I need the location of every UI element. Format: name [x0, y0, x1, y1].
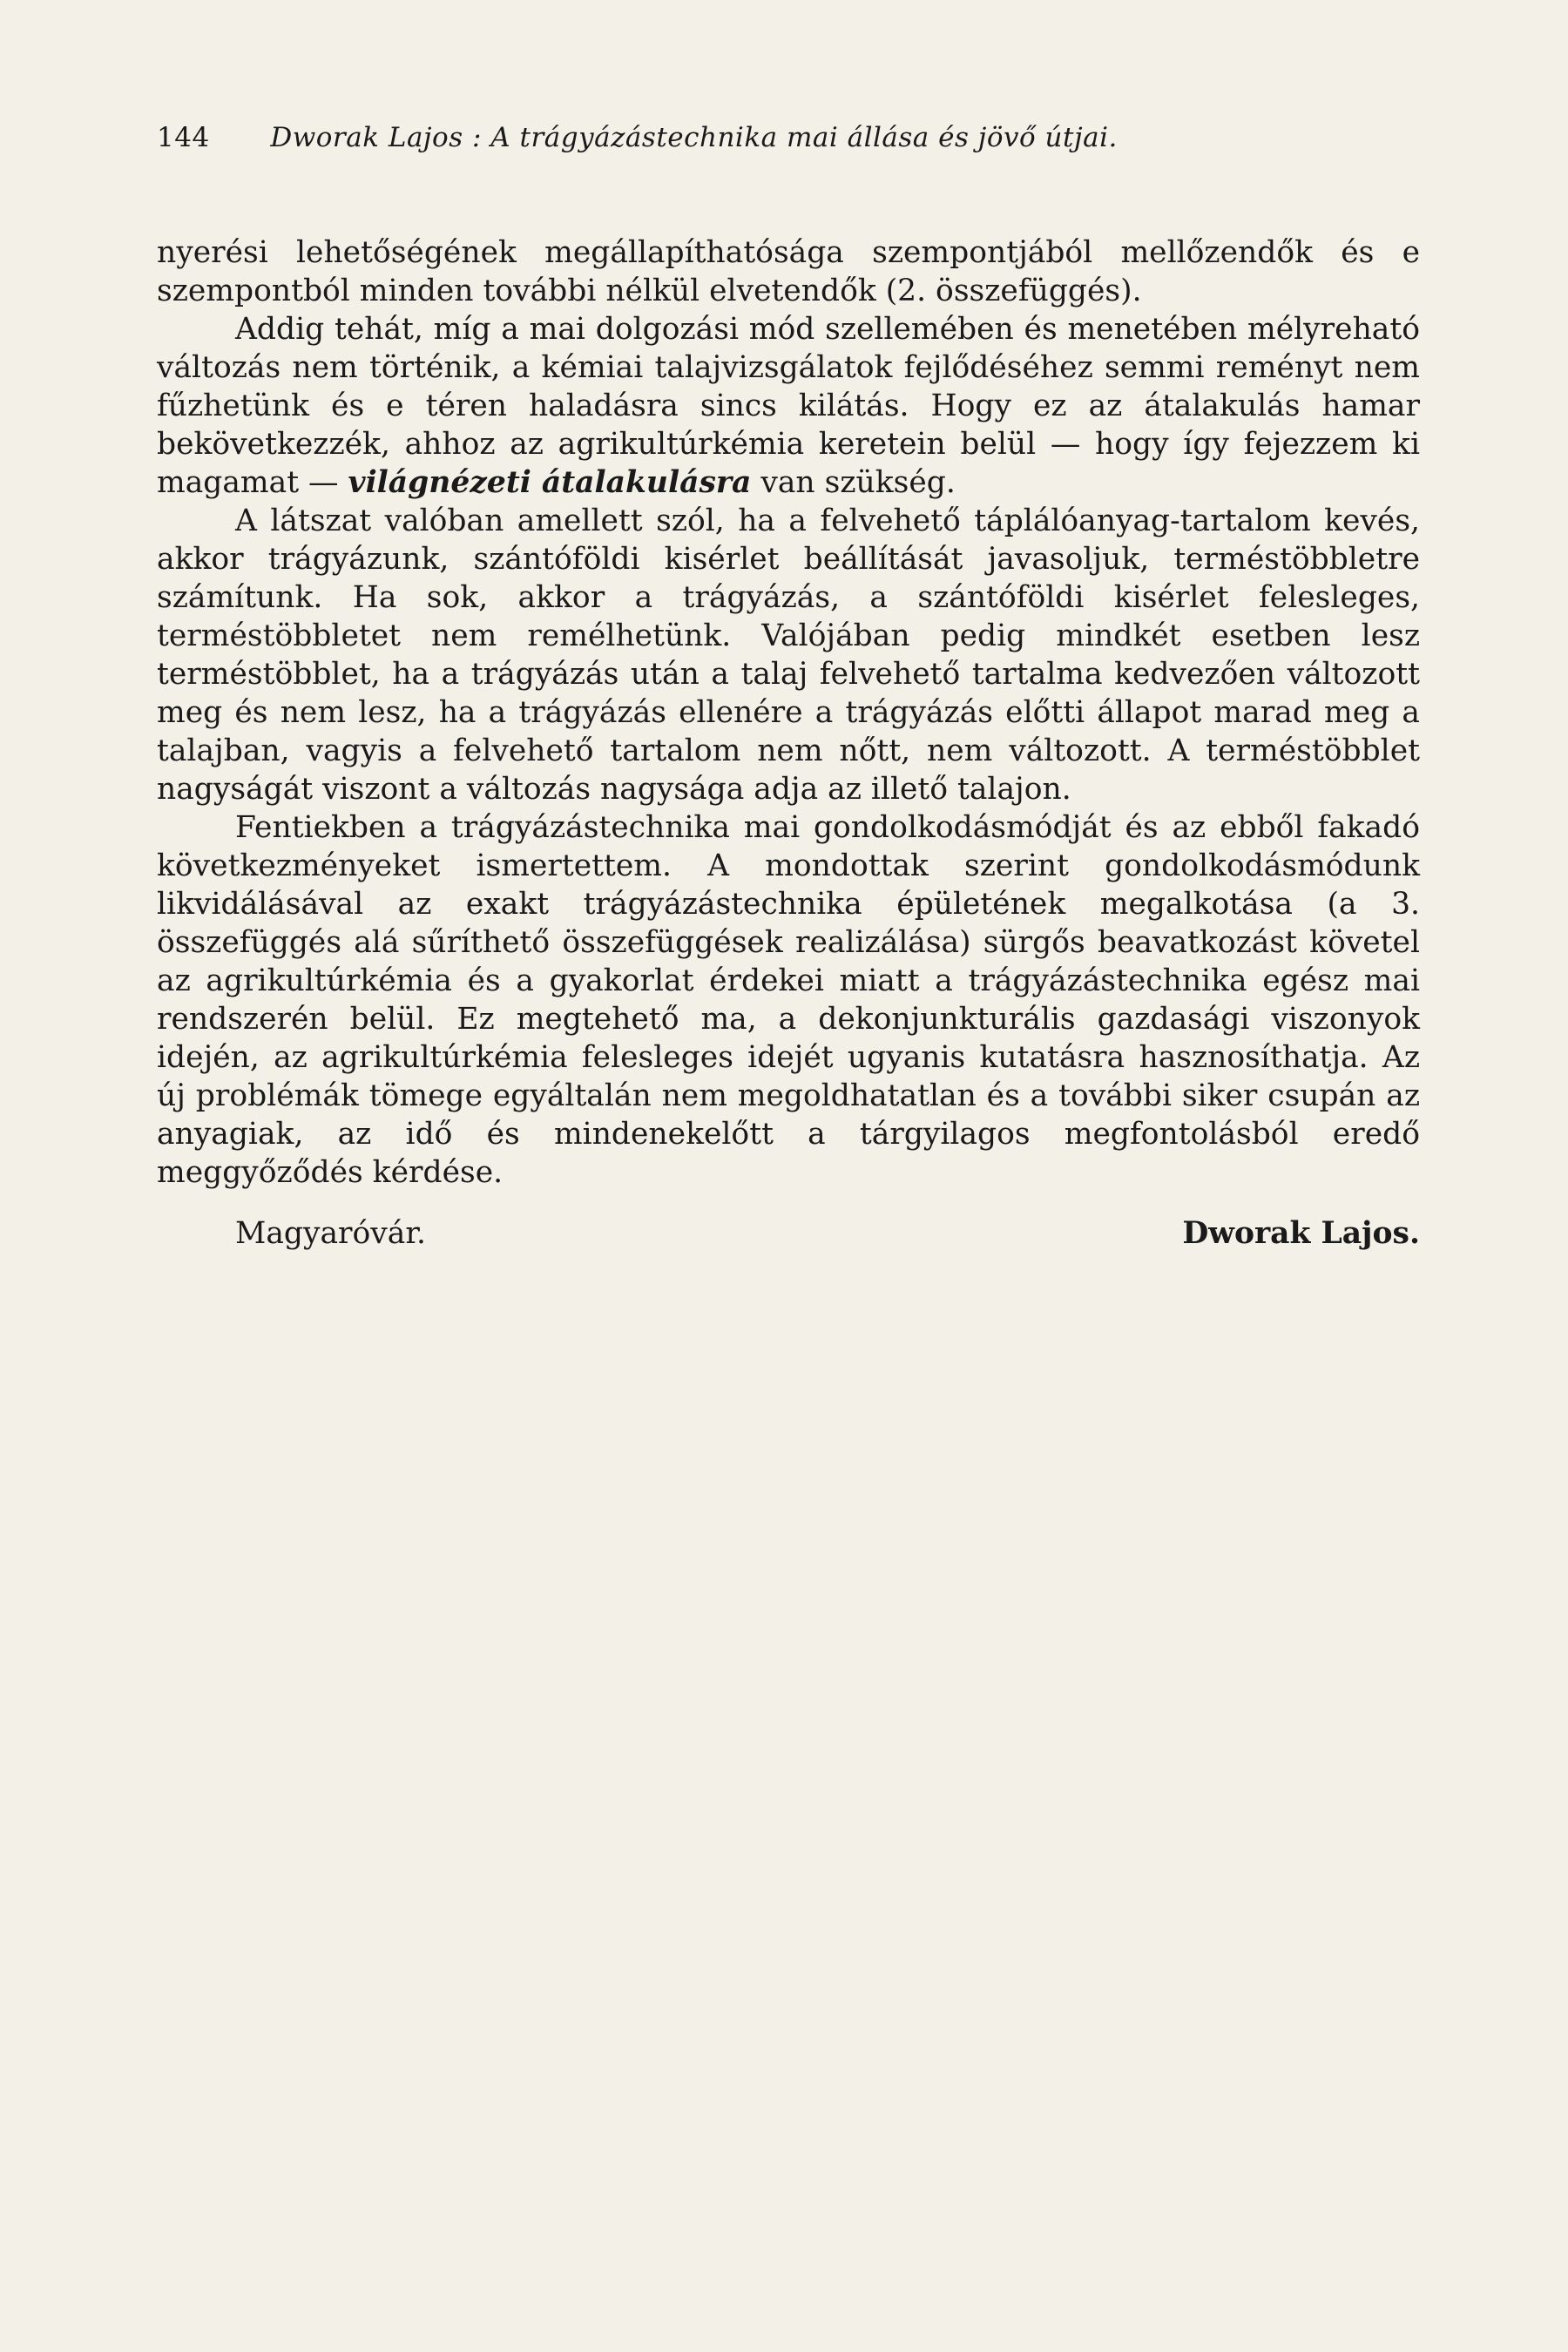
signature-author: Dworak Lajos. [1182, 1216, 1420, 1251]
signature-place: Magyaróvár. [235, 1216, 427, 1251]
signature-block [157, 1216, 1420, 1251]
body-text [157, 233, 1420, 1192]
page [157, 122, 1420, 1251]
paragraph-2 [157, 310, 1420, 502]
page-number: 144 [157, 122, 210, 153]
running-title: Dworak Lajos : A trágyázástechnika mai állása és jövő útjai. [270, 122, 1118, 153]
paragraph-2-emphasis: világnézeti átalakulásra [348, 465, 752, 500]
paragraph-4: Fentiekben a trágyázástechnika mai gondolkodásmódját és az ebből fakadó következményeket ismertettem. A mondottak szerint gondolkodásmódunk likvidálásával az exakt trágyázástechnika épületének megalkotása (a 3. összefüggés alá sűríthető összefüggések realizálása) sürgős beavatkozást követel az agrikultúrkémia és a gyakorlat érdekei miatt a trágyázástechnika egész mai rendszerén belül. Ez megtehető ma, a dekonjunkturális gazdasági viszonyok idején, az agrikultúrkémia felesleges idejét ugyanis kutatásra hasznosíthatja. Az új problémák tömege egyáltalán nem megoldhatatlan és a további siker csupán az anyagiak, az idő és mindenekelőtt a tárgyilagos megfontolásból eredő meggyőződés kérdése. [157, 810, 1420, 1190]
running-head [157, 122, 1420, 153]
paragraph-1: nyerési lehetőségének megállapíthatósága szempontjából mellőzendők és e szempontból minden további nélkül elvetendők (2. összefüggés). [157, 235, 1420, 308]
paragraph-2-end: van szükség. [760, 465, 956, 500]
paragraph-3: A látszat valóban amellett szól, ha a felvehető táplálóanyag-tartalom kevés, akkor trágyázunk, szántóföldi kisérlet beállítását javasoljuk, terméstöbbletre számítunk. Ha sok, akkor a trágyázás, a szántóföldi kisérlet felesleges, terméstöbbletet nem remélhetünk. Valójában pedig mindkét esetben lesz terméstöbblet, ha a trágyázás után a talaj felvehető tartalma kedvezően változott meg és nem lesz, ha a trágyázás ellenére a trágyázás előtti állapot marad meg a talajban, vagyis a felvehető tartalom nem nőtt, nem változott. A terméstöbblet nagyságát viszont a változás nagysága adja az illető talajon. [157, 504, 1420, 807]
paragraph-2-text: Addig tehát, míg a mai dolgozási mód szellemében és menetében mélyreható változás nem történik, a kémiai talajvizsgálatok fejlődéséhez semmi reményt nem fűzhetünk és e téren haladásra sincs kilátás. Hogy ez az átalakulás hamar bekövetkezzék, ahhoz az agrikultúrkémia keretein belül — hogy így fejezzem ki magamat — [157, 312, 1420, 500]
